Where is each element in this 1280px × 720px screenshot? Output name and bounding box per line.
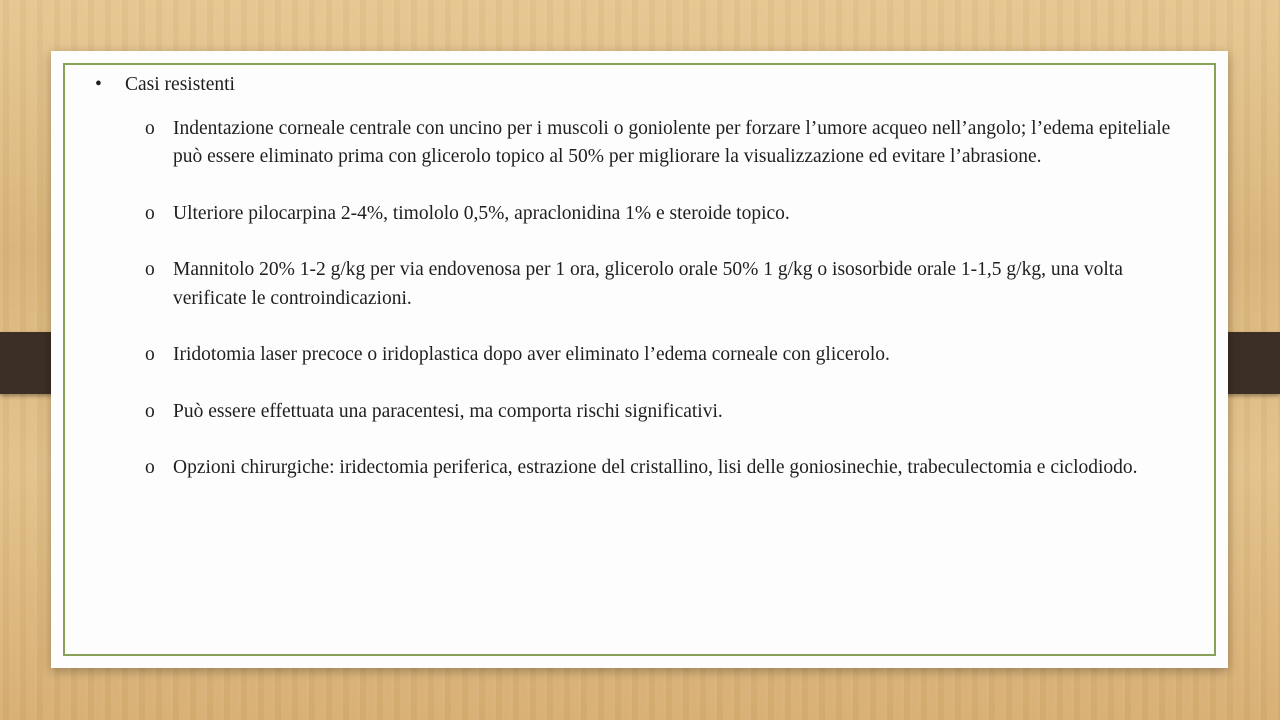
heading-item [95,71,1195,100]
list-item-text: Può essere effettuata una paracentesi, ma comporta rischi significativi. [173,400,723,422]
list-item-text: Mannitolo 20% 1-2 g/kg per via endovenosa per 1 ora, glicerolo orale 50% 1 g/kg o isosorbide orale 1-1,5 g/kg, una volta verificate le controindicazioni. [173,259,1123,309]
list-item-text: Opzioni chirurgiche: iridectomia periferica, estrazione del cristallino, lisi delle goniosinechie, trabeculectomia e ciclodiodo. [173,457,1138,478]
circle-bullet-icon: o [145,202,155,224]
list-item-text: Iridotomia laser precoce o iridoplastica dopo aver eliminato l’edema corneale con glicerolo. [173,344,890,365]
list-item [145,256,1195,313]
bullet-icon: • [95,74,102,95]
list-item-text: Indentazione corneale centrale con uncino per i muscoli o goniolente per forzare l’umore acqueo nell’angolo; l’edema epiteliale può essere eliminato prima con glicerolo topico al 50% per migliorare la visualizzazione ed evitare l’abrasione. [173,117,1171,167]
list-item [145,200,1195,229]
list-item-text: Ulteriore pilocarpina 2-4%, timololo 0,5%, apraclonidina 1% e steroide topico. [173,202,790,224]
slide-paper [51,51,1228,668]
heading-text: Casi resistenti [125,74,235,95]
list-item [145,398,1195,427]
circle-bullet-icon: o [145,259,155,280]
circle-bullet-icon: o [145,400,155,422]
circle-bullet-icon: o [145,117,155,139]
list-item [145,454,1195,483]
circle-bullet-icon: o [145,344,155,365]
list-item [145,115,1195,172]
sub-list [125,115,1195,483]
slide-content [95,71,1195,511]
list-item [145,341,1195,370]
circle-bullet-icon: o [145,457,155,478]
